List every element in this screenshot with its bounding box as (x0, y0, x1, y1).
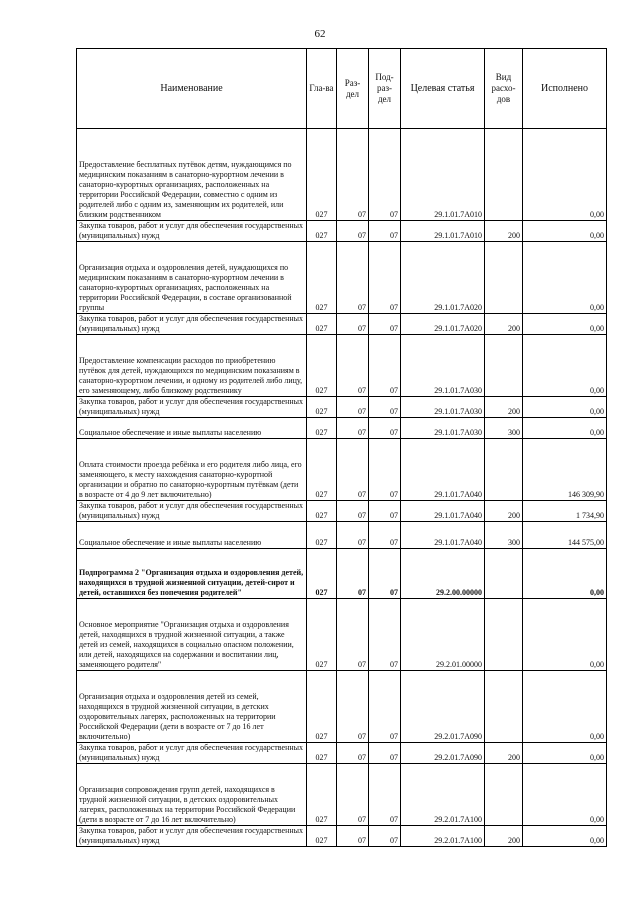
row-name-cell: Организация отдыха и оздоровления детей, нуждающихся по медицинским показаниям в санаторно-курортном лечении в санаторно-курортных организациях, расположенных на территории Российской Федерации, в составе организованной группы (77, 242, 307, 314)
row-celevaya-cell: 29.1.01.7А010 (401, 129, 485, 221)
row-celevaya-cell: 29.1.01.7А040 (401, 522, 485, 549)
row-razdel-cell: 07 (337, 764, 369, 826)
row-vid-cell: 300 (485, 418, 523, 439)
row-ispolneno-cell: 0,00 (523, 129, 607, 221)
row-glava-cell: 027 (307, 501, 337, 522)
header-podrazdel: Под-раз-дел (369, 49, 401, 129)
row-vid-cell (485, 549, 523, 599)
row-razdel-cell: 07 (337, 826, 369, 847)
row-vid-cell (485, 242, 523, 314)
table-row (77, 314, 607, 335)
row-ispolneno-cell: 0,00 (523, 743, 607, 764)
row-ispolneno-cell: 0,00 (523, 242, 607, 314)
row-glava-cell: 027 (307, 397, 337, 418)
row-vid-cell (485, 671, 523, 743)
row-vid-cell (485, 764, 523, 826)
row-name-cell: Подпрограмма 2 "Организация отдыха и оздоровления детей, находящихся в трудной жизненной ситуации, детей-сирот и детей, оставшихся без попечения родителей" (77, 549, 307, 599)
row-name-cell: Социальное обеспечение и иные выплаты населению (77, 418, 307, 439)
row-name-cell: Закупка товаров, работ и услуг для обеспечения государственных (муниципальных) нужд (77, 221, 307, 242)
header-celevaya-statya: Целевая статья (401, 49, 485, 129)
row-celevaya-cell: 29.1.01.7А030 (401, 418, 485, 439)
row-podrazdel-cell: 07 (369, 743, 401, 764)
row-ispolneno-cell: 0,00 (523, 826, 607, 847)
row-razdel-cell: 07 (337, 314, 369, 335)
row-celevaya-cell: 29.1.01.7А020 (401, 242, 485, 314)
row-name-cell: Закупка товаров, работ и услуг для обеспечения государственных (муниципальных) нужд (77, 314, 307, 335)
row-podrazdel-cell: 07 (369, 549, 401, 599)
row-glava-cell: 027 (307, 671, 337, 743)
row-glava-cell: 027 (307, 549, 337, 599)
row-ispolneno-cell: 1 734,90 (523, 501, 607, 522)
row-razdel-cell: 07 (337, 418, 369, 439)
row-glava-cell: 027 (307, 418, 337, 439)
row-ispolneno-cell: 0,00 (523, 418, 607, 439)
row-ispolneno-cell: 0,00 (523, 671, 607, 743)
row-vid-cell: 200 (485, 826, 523, 847)
table-row (77, 129, 607, 221)
row-podrazdel-cell: 07 (369, 418, 401, 439)
row-vid-cell: 200 (485, 314, 523, 335)
expenditure-table (76, 48, 607, 847)
row-razdel-cell: 07 (337, 743, 369, 764)
row-celevaya-cell: 29.2.01.7А090 (401, 671, 485, 743)
row-razdel-cell: 07 (337, 599, 369, 671)
row-podrazdel-cell: 07 (369, 314, 401, 335)
row-podrazdel-cell: 07 (369, 439, 401, 501)
row-vid-cell: 200 (485, 397, 523, 418)
row-razdel-cell: 07 (337, 501, 369, 522)
row-celevaya-cell: 29.1.01.7А030 (401, 335, 485, 397)
row-glava-cell: 027 (307, 129, 337, 221)
table-row (77, 764, 607, 826)
table-row (77, 599, 607, 671)
row-razdel-cell: 07 (337, 335, 369, 397)
row-podrazdel-cell: 07 (369, 599, 401, 671)
row-ispolneno-cell: 146 309,90 (523, 439, 607, 501)
table-row (77, 418, 607, 439)
table-row (77, 522, 607, 549)
row-podrazdel-cell: 07 (369, 397, 401, 418)
row-vid-cell (485, 335, 523, 397)
row-glava-cell: 027 (307, 335, 337, 397)
row-vid-cell: 200 (485, 501, 523, 522)
table-row (77, 397, 607, 418)
row-razdel-cell: 07 (337, 242, 369, 314)
row-name-cell: Основное мероприятие "Организация отдыха и оздоровления детей, находящихся в трудной жизненной ситуации, а также детей из семей, находящихся в социально опасном положении, или детей, находящихся на содержании и воспитании лиц, заменяющего родителя" (77, 599, 307, 671)
row-podrazdel-cell: 07 (369, 221, 401, 242)
row-vid-cell: 200 (485, 743, 523, 764)
row-glava-cell: 027 (307, 522, 337, 549)
row-glava-cell: 027 (307, 826, 337, 847)
table-row (77, 743, 607, 764)
row-celevaya-cell: 29.1.01.7А030 (401, 397, 485, 418)
row-podrazdel-cell: 07 (369, 671, 401, 743)
row-podrazdel-cell: 07 (369, 826, 401, 847)
row-podrazdel-cell: 07 (369, 764, 401, 826)
row-ispolneno-cell: 0,00 (523, 335, 607, 397)
row-glava-cell: 027 (307, 439, 337, 501)
row-celevaya-cell: 29.2.01.7А100 (401, 826, 485, 847)
header-ispolneno: Исполнено (523, 49, 607, 129)
row-podrazdel-cell: 07 (369, 335, 401, 397)
row-glava-cell: 027 (307, 743, 337, 764)
row-celevaya-cell: 29.2.01.7А090 (401, 743, 485, 764)
table-row (77, 335, 607, 397)
row-glava-cell: 027 (307, 599, 337, 671)
row-ispolneno-cell: 144 575,00 (523, 522, 607, 549)
table-row (77, 671, 607, 743)
row-ispolneno-cell: 0,00 (523, 549, 607, 599)
table-row (77, 221, 607, 242)
header-razdel: Раз-дел (337, 49, 369, 129)
row-vid-cell (485, 599, 523, 671)
header-name: Наименование (77, 49, 307, 129)
row-glava-cell: 027 (307, 242, 337, 314)
row-celevaya-cell: 29.2.01.00000 (401, 599, 485, 671)
row-vid-cell (485, 439, 523, 501)
row-celevaya-cell: 29.1.01.7А040 (401, 501, 485, 522)
row-podrazdel-cell: 07 (369, 242, 401, 314)
row-razdel-cell: 07 (337, 397, 369, 418)
row-razdel-cell: 07 (337, 439, 369, 501)
row-name-cell: Социальное обеспечение и иные выплаты населению (77, 522, 307, 549)
table-row (77, 501, 607, 522)
row-vid-cell (485, 129, 523, 221)
row-glava-cell: 027 (307, 221, 337, 242)
row-razdel-cell: 07 (337, 549, 369, 599)
table-body (77, 129, 607, 847)
row-celevaya-cell: 29.2.00.00000 (401, 549, 485, 599)
table-row (77, 549, 607, 599)
row-podrazdel-cell: 07 (369, 501, 401, 522)
row-razdel-cell: 07 (337, 221, 369, 242)
row-razdel-cell: 07 (337, 129, 369, 221)
row-ispolneno-cell: 0,00 (523, 599, 607, 671)
row-ispolneno-cell: 0,00 (523, 221, 607, 242)
table-header-row (77, 49, 607, 129)
row-ispolneno-cell: 0,00 (523, 397, 607, 418)
page-number: 62 (314, 28, 326, 40)
row-ispolneno-cell: 0,00 (523, 314, 607, 335)
row-name-cell: Закупка товаров, работ и услуг для обеспечения государственных (муниципальных) нужд (77, 826, 307, 847)
header-glava: Гла-ва (307, 49, 337, 129)
row-podrazdel-cell: 07 (369, 522, 401, 549)
row-razdel-cell: 07 (337, 522, 369, 549)
row-ispolneno-cell: 0,00 (523, 764, 607, 826)
header-vid-rashodov: Вид расхо-дов (485, 49, 523, 129)
row-name-cell: Закупка товаров, работ и услуг для обеспечения государственных (муниципальных) нужд (77, 397, 307, 418)
table-row (77, 439, 607, 501)
row-name-cell: Предоставление компенсации расходов по приобретению путёвок для детей, нуждающихся по медицинским показаниям в санаторно-курортном лечении, и одному из родителей либо лицу, его заменяющему, либо близкому родственнику (77, 335, 307, 397)
table-row (77, 242, 607, 314)
row-razdel-cell: 07 (337, 671, 369, 743)
row-celevaya-cell: 29.1.01.7А040 (401, 439, 485, 501)
row-glava-cell: 027 (307, 764, 337, 826)
row-celevaya-cell: 29.1.01.7А010 (401, 221, 485, 242)
row-celevaya-cell: 29.1.01.7А020 (401, 314, 485, 335)
row-celevaya-cell: 29.2.01.7А100 (401, 764, 485, 826)
table-row (77, 826, 607, 847)
row-name-cell: Организация сопровождения групп детей, находящихся в трудной жизненной ситуации, в детских оздоровительных лагерях, расположенных на территории Российской Федерации (дети в возрасте от 7 до 16 лет включительно) (77, 764, 307, 826)
row-name-cell: Организация отдыха и оздоровления детей из семей, находящихся в трудной жизненной ситуации, в детских оздоровительных лагерях, расположенных на территории Российской Федерации (дети в возрасте от 7 до 16 лет включительно) (77, 671, 307, 743)
row-glava-cell: 027 (307, 314, 337, 335)
row-name-cell: Закупка товаров, работ и услуг для обеспечения государственных (муниципальных) нужд (77, 501, 307, 522)
row-name-cell: Закупка товаров, работ и услуг для обеспечения государственных (муниципальных) нужд (77, 743, 307, 764)
row-vid-cell: 300 (485, 522, 523, 549)
row-name-cell: Предоставление бесплатных путёвок детям, нуждающимся по медицинским показаниям в санаторно-курортном лечении в санаторно-курортных организациях, расположенных на территории Российской Федерации, совместно с одним из родителей либо с одним из, заменяющим их родителей, или близким родственником (77, 129, 307, 221)
row-podrazdel-cell: 07 (369, 129, 401, 221)
row-vid-cell: 200 (485, 221, 523, 242)
row-name-cell: Оплата стоимости проезда ребёнка и его родителя либо лица, его заменяющего, к месту нахождения санаторно-курортной организации и обратно по санаторно-курортным путёвкам (дети в возрасте от 4 до 9 лет включительно) (77, 439, 307, 501)
